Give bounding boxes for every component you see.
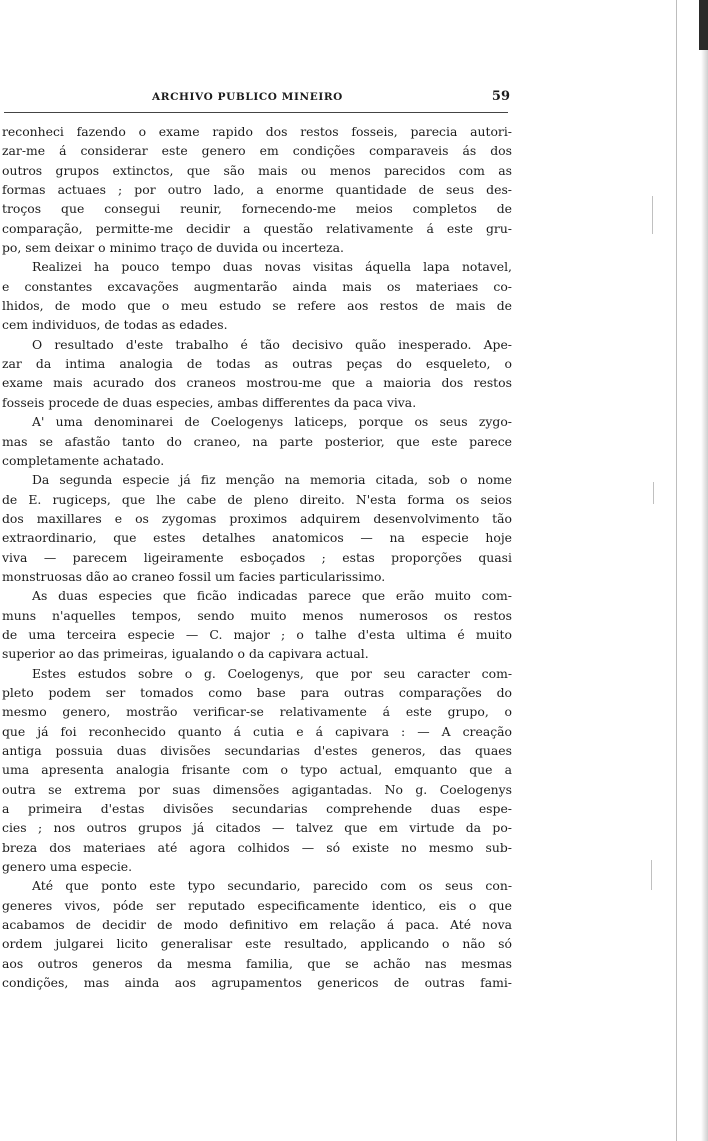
text-line: muns n'aquelles tempos, sendo muito menos numerosos os restos — [2, 607, 512, 623]
text-line: po, sem deixar o minimo traço de duvida ou incerteza. — [2, 240, 344, 256]
scan-margin-line — [676, 0, 677, 1141]
running-head: ARCHIVO PUBLICO MINEIRO — [152, 91, 343, 103]
text-line: formas actuaes ; por outro lado, a enorme quantidade de seus des- — [2, 182, 512, 198]
text-line: As duas especies que ficão indicadas parece que erão muito com- — [32, 588, 512, 604]
text-line: lhidos, de modo que o meu estudo se refere aos restos de mais de — [2, 298, 512, 314]
scan-speck — [652, 196, 653, 234]
text-line: A' uma denominarei de Coelogenys laticeps, porque os seus zygo- — [32, 414, 512, 430]
text-line: uma apresenta analogia frisante com o typo actual, emquanto que a — [2, 762, 512, 778]
text-line: genero uma especie. — [2, 859, 133, 875]
page-header — [4, 88, 510, 110]
text-line: zar da intima analogia de todas as outras peças do esqueleto, o — [2, 356, 512, 372]
text-line: zar-me á considerar este genero em condições comparaveis ás dos — [2, 143, 512, 159]
text-line: pleto podem ser tomados como base para outras comparações do — [2, 684, 512, 700]
text-line: completamente achatado. — [2, 452, 165, 468]
text-line: extraordinario, que estes detalhes anatomicos — na especie hoje — [2, 530, 512, 546]
body-text — [2, 122, 512, 992]
text-line: Da segunda especie já fiz menção na memoria citada, sob o nome — [32, 472, 512, 488]
text-line: reconheci fazendo o exame rapido dos restos fosseis, parecia autori- — [2, 124, 512, 139]
text-line: comparação, permitte-me decidir a questão relativamente á este gru- — [2, 220, 512, 236]
text-line: troços que consegui reunir, fornecendo-me meios completos de — [2, 201, 512, 217]
text-line: fosseis procede de duas especies, ambas differentes da paca viva. — [2, 394, 417, 410]
text-line: Realizei ha pouco tempo duas novas visitas áquella lapa notavel, — [32, 259, 512, 275]
text-line: dos maxillares e os zygomas proximos adquirem desenvolvimento tão — [2, 510, 512, 526]
text-line: exame mais acurado dos craneos mostrou-me que a maioria dos restos — [2, 375, 512, 391]
text-line: breza dos materiaes até agora colhidos — só existe no mesmo sub- — [2, 839, 512, 855]
text-line: antiga possuia duas divisões secundarias d'estes generos, das quaes — [2, 743, 512, 758]
text-line: monstruosas dão ao craneo fossil um facies particularissimo. — [2, 568, 386, 584]
text-line: generes vivos, póde ser reputado especificamente identico, eis o que — [2, 897, 512, 913]
text-line: aos outros generos da mesma familia, que se achão nas mesmas — [2, 955, 512, 971]
text-line: ordem julgarei licito generalisar este resultado, applicando o não só — [2, 936, 512, 952]
text-line: mas se afastão tanto do craneo, na parte posterior, que este parece — [2, 433, 512, 449]
text-line: a primeira d'estas divisões secundarias comprehende duas espe- — [2, 801, 512, 817]
text-line: Estes estudos sobre o g. Coelogenys, que por seu caracter com- — [32, 665, 512, 681]
header-rule — [4, 112, 508, 113]
text-line: acabamos de decidir de modo definitivo em relação á paca. Até nova — [2, 917, 512, 933]
text-line: cies ; nos outros grupos já citados — talvez que em virtude da po- — [2, 820, 512, 836]
page-number: 59 — [491, 89, 510, 104]
text-line: e constantes excavações augmentarão ainda mais os materiaes co- — [2, 278, 512, 294]
text-line: condições, mas ainda aos agrupamentos genericos de outras fami- — [2, 975, 512, 991]
scan-edge-mark — [699, 0, 708, 50]
text-line: Até que ponto este typo secundario, parecido com os seus con- — [32, 878, 512, 894]
text-line: de uma terceira especie — C. major ; o talhe d'esta ultima é muito — [2, 626, 512, 642]
scan-speck — [651, 860, 652, 890]
text-line: outra se extrema por suas dimensões agigantadas. No g. Coelogenys — [2, 781, 512, 797]
text-line: outros grupos extinctos, que são mais ou menos parecidos com as — [2, 162, 512, 178]
text-line: mesmo genero, mostrão verificar-se relativamente á este grupo, o — [2, 704, 512, 720]
text-line: cem individuos, de todas as edades. — [2, 317, 228, 333]
text-line: de E. rugiceps, que lhe cabe de pleno direito. N'esta forma os seios — [2, 491, 512, 507]
text-line: superior ao das primeiras, igualando o da capivara actual. — [2, 646, 369, 662]
text-line: O resultado d'este trabalho é tão decisivo quão inesperado. Ape- — [32, 336, 512, 352]
text-line: que já foi reconhecido quanto á cutia e á capivara : — A creação — [2, 723, 512, 739]
text-line: viva — parecem ligeiramente esboçados ; estas proporções quasi — [2, 549, 512, 565]
scan-edge-shadow — [701, 0, 708, 1141]
scan-speck — [653, 482, 654, 504]
